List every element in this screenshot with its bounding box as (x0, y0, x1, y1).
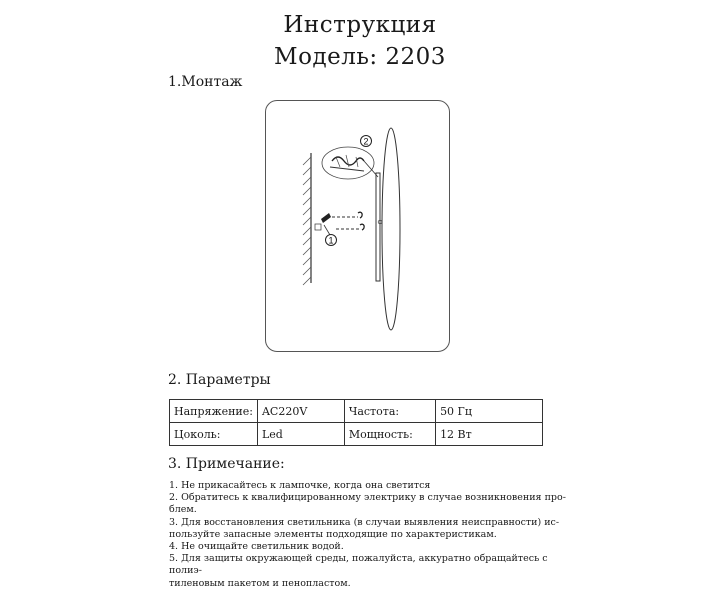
callout-2 (361, 136, 372, 147)
zoom-detail (322, 147, 378, 179)
param-label: Напряжение: (170, 400, 258, 423)
section-notes-heading: 3. Примечание: (168, 456, 285, 472)
section-parameters-heading: 2. Параметры (168, 372, 271, 388)
mounting-diagram (265, 100, 450, 352)
notes-list (169, 480, 569, 590)
lamp-disc (382, 128, 400, 330)
parameters-table (169, 399, 543, 446)
screws (315, 212, 364, 235)
callout-1 (326, 235, 337, 246)
param-label: Цоколь: (170, 423, 258, 446)
document-title: Инструкция (283, 12, 437, 38)
param-value: 12 Вт (436, 423, 543, 446)
note-line: 2. Обратитесь к квалифицированному электрику в случае возникновения про- (169, 492, 566, 504)
table-row (170, 423, 543, 446)
mounting-plate (376, 173, 380, 281)
note-line: 3. Для восстановления светильника (в случаи выявления неисправности) ис- (169, 516, 560, 528)
param-value: AC220V (257, 400, 344, 423)
model-title: Модель: 2203 (274, 44, 446, 70)
callout-2-label: 2 (363, 136, 369, 147)
note-line: пользуйте запасные элементы подходящие по характеристикам. (169, 528, 497, 540)
param-value: 50 Гц (436, 400, 543, 423)
note-line: 1. Не прикасайтесь к лампочке, когда она светится (169, 480, 431, 491)
param-value: Led (257, 423, 344, 446)
wall (303, 153, 311, 285)
section-mounting-heading: 1.Монтаж (168, 74, 243, 90)
note-line: 5. Для защиты окружающей среды, пожалуйста, аккуратно обращайтесь с полиэ- (169, 553, 548, 577)
note-line: блем. (169, 504, 197, 516)
param-label: Частота: (344, 400, 435, 423)
note-line: тиленовым пакетом и пенопластом. (169, 577, 351, 589)
callout-1-label: 1 (328, 235, 334, 246)
note-line: 4. Не очищайте светильник водой. (169, 541, 344, 553)
table-row (170, 400, 543, 423)
param-label: Мощность: (344, 423, 435, 446)
